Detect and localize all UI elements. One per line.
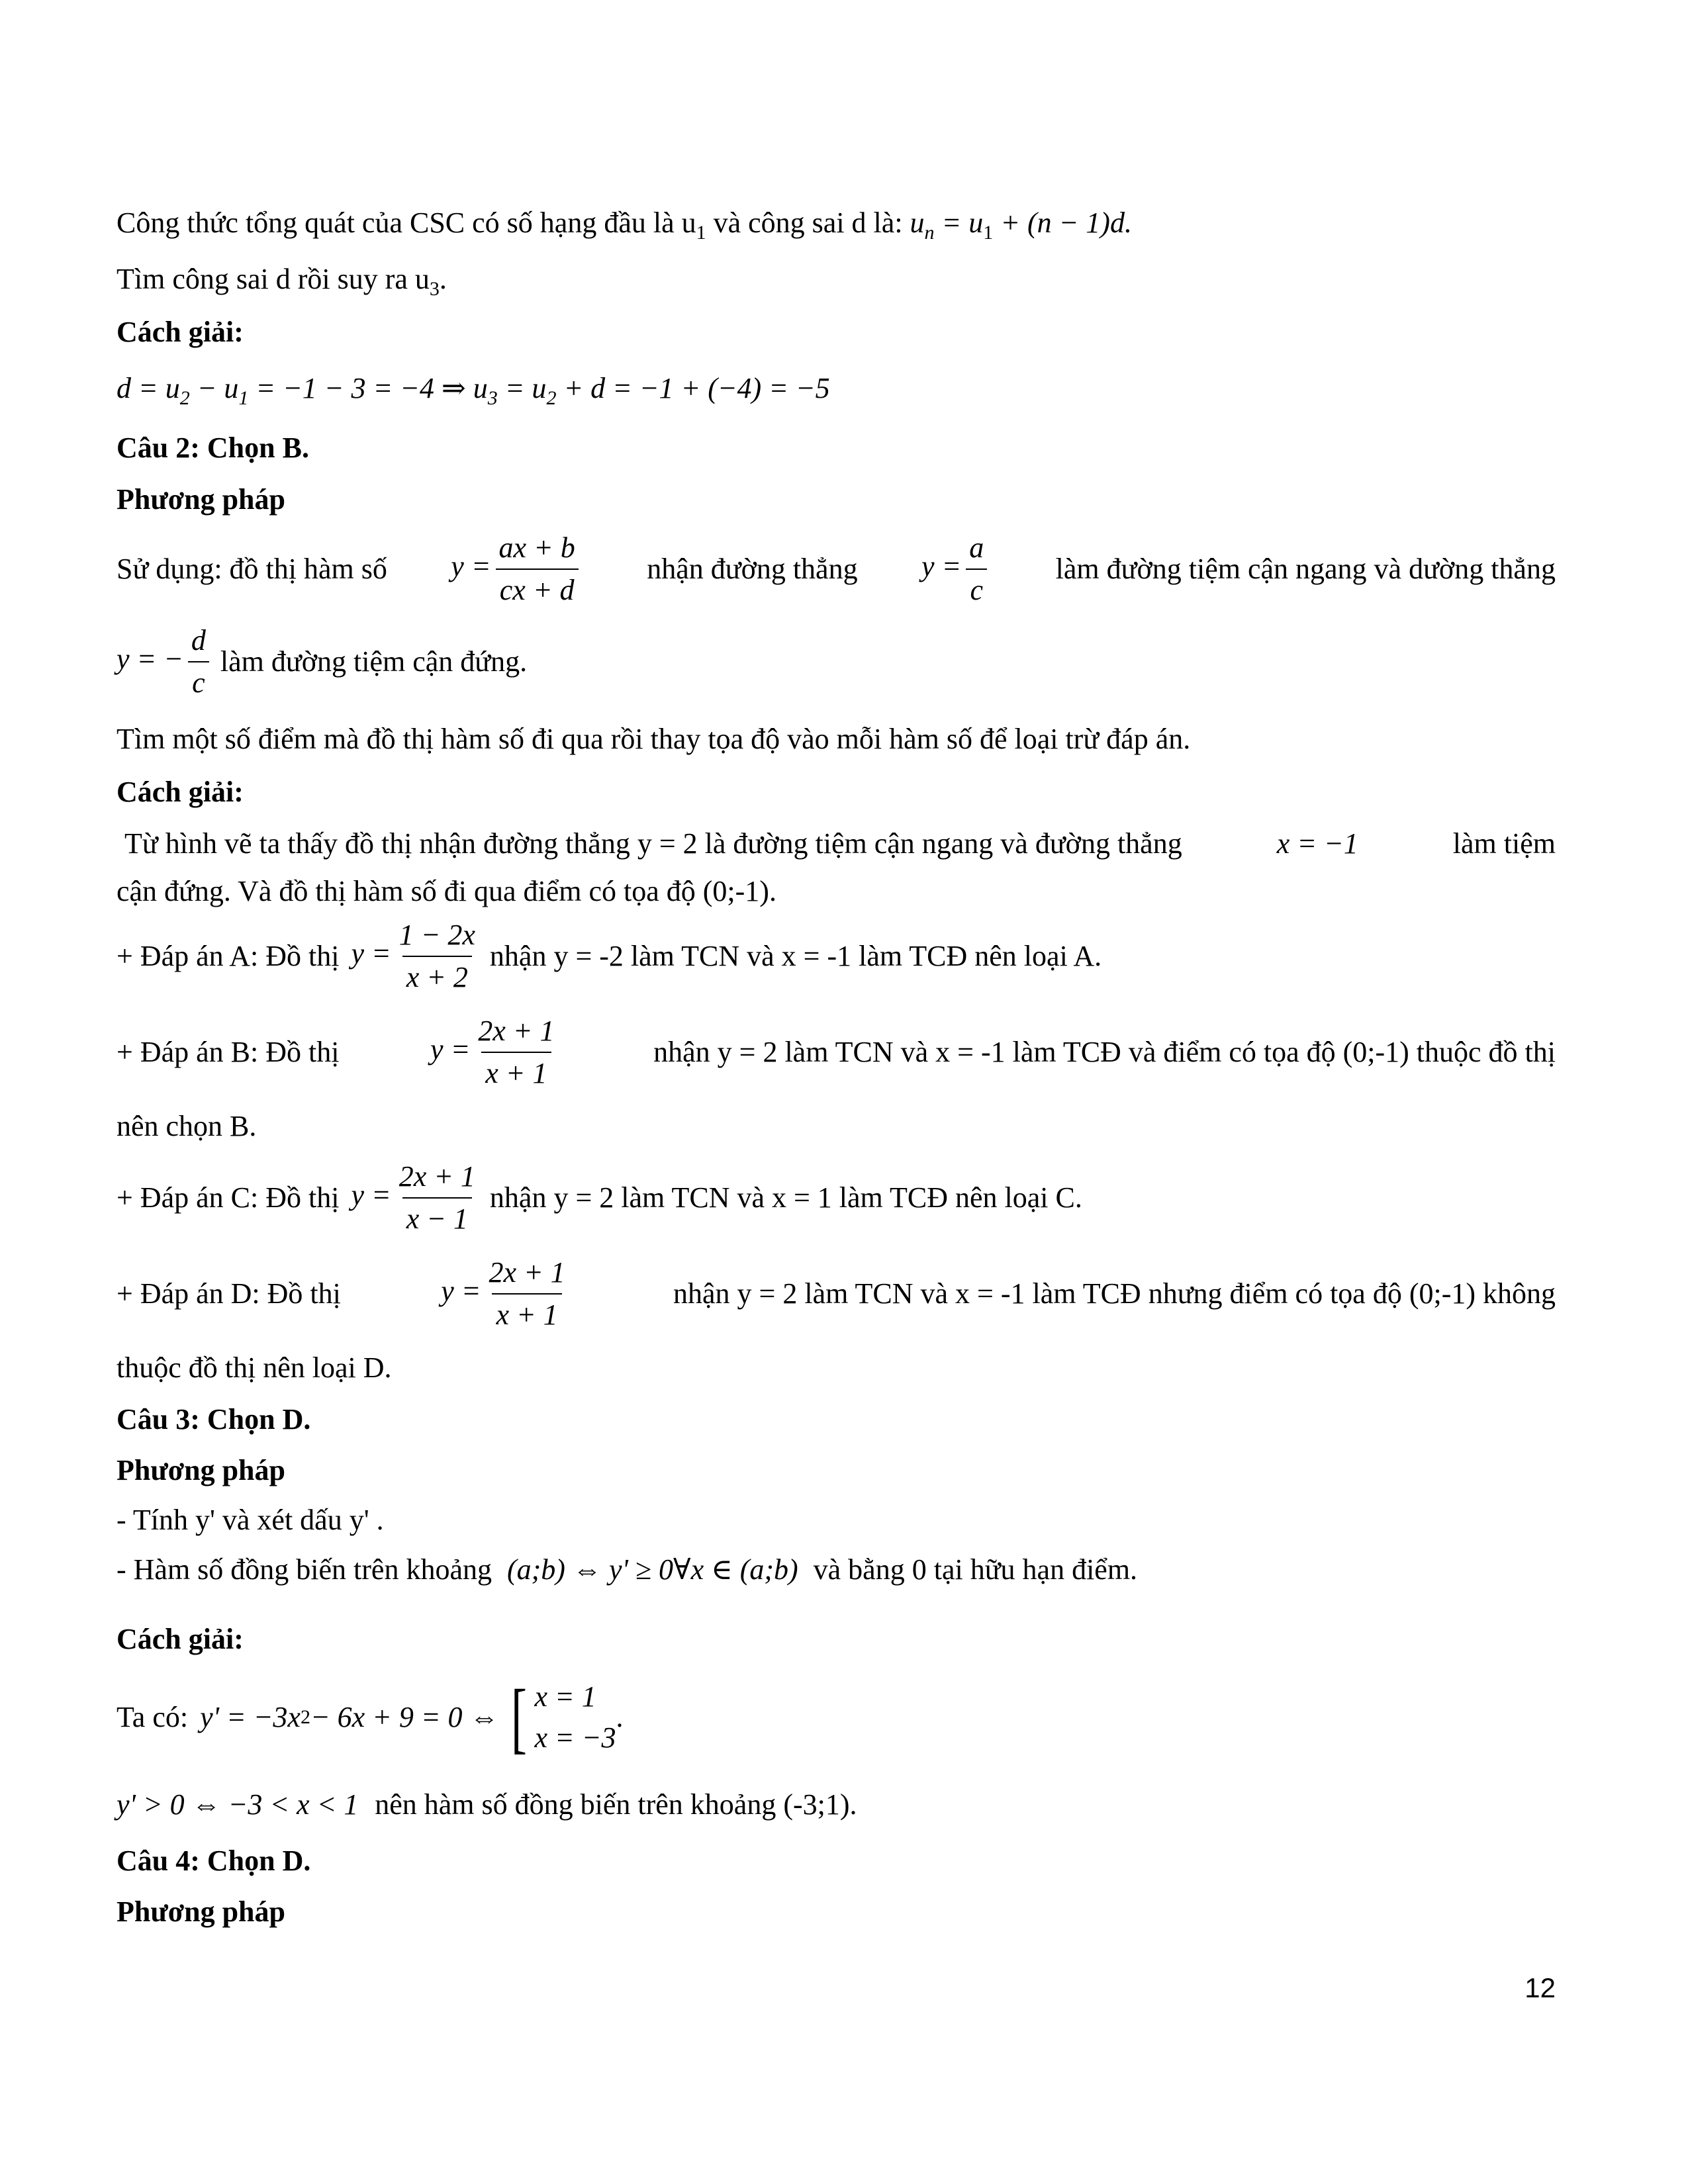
math: x = −1 — [1276, 827, 1358, 860]
method-step-1: - Tính y' và xét dấu y' . — [117, 1504, 384, 1536]
math: + d = −1 + (−4) = −5 — [556, 372, 830, 404]
subscript: 1 — [696, 222, 706, 244]
text: nhận y = 2 làm TCN và x = 1 làm TCĐ nên loại C. — [489, 1181, 1082, 1214]
text: + Đáp án C: Đồ thị — [117, 1181, 340, 1214]
find-points-line: Tìm một số điểm mà đồ thị hàm số đi qua rồi thay tọa độ vào mỗi hàm số để loại trừ đáp án. — [117, 723, 1191, 755]
subscript: 3 — [429, 278, 440, 300]
text: . — [439, 263, 447, 295]
question-3-heading: Câu 3: Chọn D. — [117, 1403, 311, 1435]
text: làm tiệm — [1452, 827, 1556, 860]
fraction-answer-a: y = $\frac{1 - 2x}{x + 2}$ — [351, 917, 483, 995]
answer-c-line — [117, 1161, 1082, 1234]
text: . — [616, 1701, 624, 1733]
math: = −1 − 3 = −4 ⇒ u — [248, 372, 488, 404]
figure-observation-line — [117, 826, 1556, 862]
solution-heading-2: Cách giải: — [117, 776, 244, 808]
text: nên hàm số đồng biến trên khoảng (-3;1). — [375, 1788, 857, 1821]
text: + Đáp án A: Đồ thị — [117, 940, 340, 972]
text: nhận y = 2 làm TCN và x = -1 làm TCĐ và điểm có tọa độ (0;-1) thuộc đồ thị — [653, 1036, 1556, 1068]
root-2: x = −3 — [534, 1721, 616, 1754]
math: d = u — [117, 372, 180, 404]
method-heading-2: Phương pháp — [117, 483, 285, 516]
text: làm đường tiệm cận ngang và dường thẳng — [1055, 553, 1556, 585]
math: u — [910, 206, 925, 239]
roots-bracket: [ x = 1 x = −3 — [510, 1673, 616, 1761]
math: = u — [497, 372, 547, 404]
csc-formula-line — [117, 205, 1132, 251]
superscript: 2 — [300, 1706, 310, 1728]
text: - Hàm số đồng biến trên khoảng — [117, 1553, 492, 1586]
fraction-d-c: y = − $\frac{d}{c}$ — [117, 623, 214, 701]
usage-line — [117, 533, 1556, 606]
subscript: 1 — [238, 387, 249, 409]
solution-heading-1: Cách giải: — [117, 316, 244, 348]
subscript: 3 — [487, 387, 498, 409]
page-number: 12 — [1524, 1972, 1556, 2003]
answer-b-line-2: nên chọn B. — [117, 1110, 257, 1142]
fraction-ax-b: y = $\frac{ax + b}{cx + d}$ — [451, 530, 583, 608]
equation-d — [117, 371, 830, 416]
text: + Đáp án D: Đồ thị — [117, 1277, 341, 1310]
root-1: x = 1 — [534, 1680, 596, 1713]
answer-a-line — [117, 920, 1102, 993]
method-step-2 — [117, 1552, 1137, 1588]
math: − u — [189, 372, 239, 404]
text: + Đáp án B: Đồ thị — [117, 1036, 340, 1068]
method-heading-4: Phương pháp — [117, 1895, 285, 1928]
answer-b-line — [117, 1016, 1556, 1089]
answer-d-line — [117, 1257, 1556, 1330]
fraction-answer-b: y = $\frac{2x + 1}{x + 1}$ — [430, 1013, 562, 1091]
fraction-answer-d: y = $\frac{2x + 1}{x + 1}$ — [441, 1255, 573, 1333]
derivative-line — [117, 1668, 623, 1767]
text: nhận y = 2 làm TCN và x = -1 làm TCĐ nhưng điểm có tọa độ (0;-1) không — [673, 1277, 1556, 1310]
fraction-a-c: y = $\frac{a}{c}$ — [921, 530, 992, 608]
text: Từ hình vẽ ta thấy đồ thị nhận đường thẳng y = 2 là đường tiệm cận ngang và đường thẳng — [124, 827, 1182, 860]
math: = u — [934, 206, 984, 239]
text: Ta có: — [117, 1701, 189, 1733]
text: và bằng 0 tại hữu hạn điểm. — [813, 1553, 1138, 1586]
text: nhận đường thẳng — [647, 553, 858, 585]
math: + (n − 1)d. — [993, 206, 1132, 239]
find-d-line — [117, 261, 447, 307]
text: Tìm công sai d rồi suy ra u — [117, 263, 430, 295]
solution-heading-3: Cách giải: — [117, 1623, 244, 1655]
answer-d-line-2: thuộc đồ thị nên loại D. — [117, 1351, 392, 1384]
subscript: 2 — [179, 387, 190, 409]
subscript: 1 — [983, 222, 994, 244]
method-heading-3: Phương pháp — [117, 1454, 285, 1486]
math: y' = −3x — [200, 1701, 301, 1733]
math: − 6x + 9 = 0 ⇔ — [310, 1701, 499, 1733]
subscript: 2 — [546, 387, 557, 409]
text: làm đường tiệm cận đứng. — [220, 645, 528, 678]
sign-line — [117, 1787, 857, 1823]
subscript: n — [924, 222, 935, 244]
figure-observation-line-2: cận đứng. Và đồ thị hàm số đi qua điểm có tọa độ (0;-1). — [117, 875, 776, 907]
vertical-asymptote-line — [117, 625, 527, 698]
fraction-answer-c: y = $\frac{2x + 1}{x - 1}$ — [351, 1159, 483, 1237]
math: (a;b) ⇔ y' ≥ 0∀x ∈ (a;b) — [507, 1553, 798, 1586]
question-4-heading: Câu 4: Chọn D. — [117, 1844, 311, 1877]
text: Công thức tổng quát của CSC có số hạng đầu là u — [117, 206, 696, 239]
text: và công sai d là: — [706, 206, 910, 239]
question-2-heading: Câu 2: Chọn B. — [117, 432, 309, 464]
text: Sử dụng: đồ thị hàm số — [117, 553, 387, 585]
math: y' > 0 ⇔ −3 < x < 1 — [117, 1788, 359, 1821]
text: nhận y = -2 làm TCN và x = -1 làm TCĐ nên loại A. — [489, 940, 1102, 972]
